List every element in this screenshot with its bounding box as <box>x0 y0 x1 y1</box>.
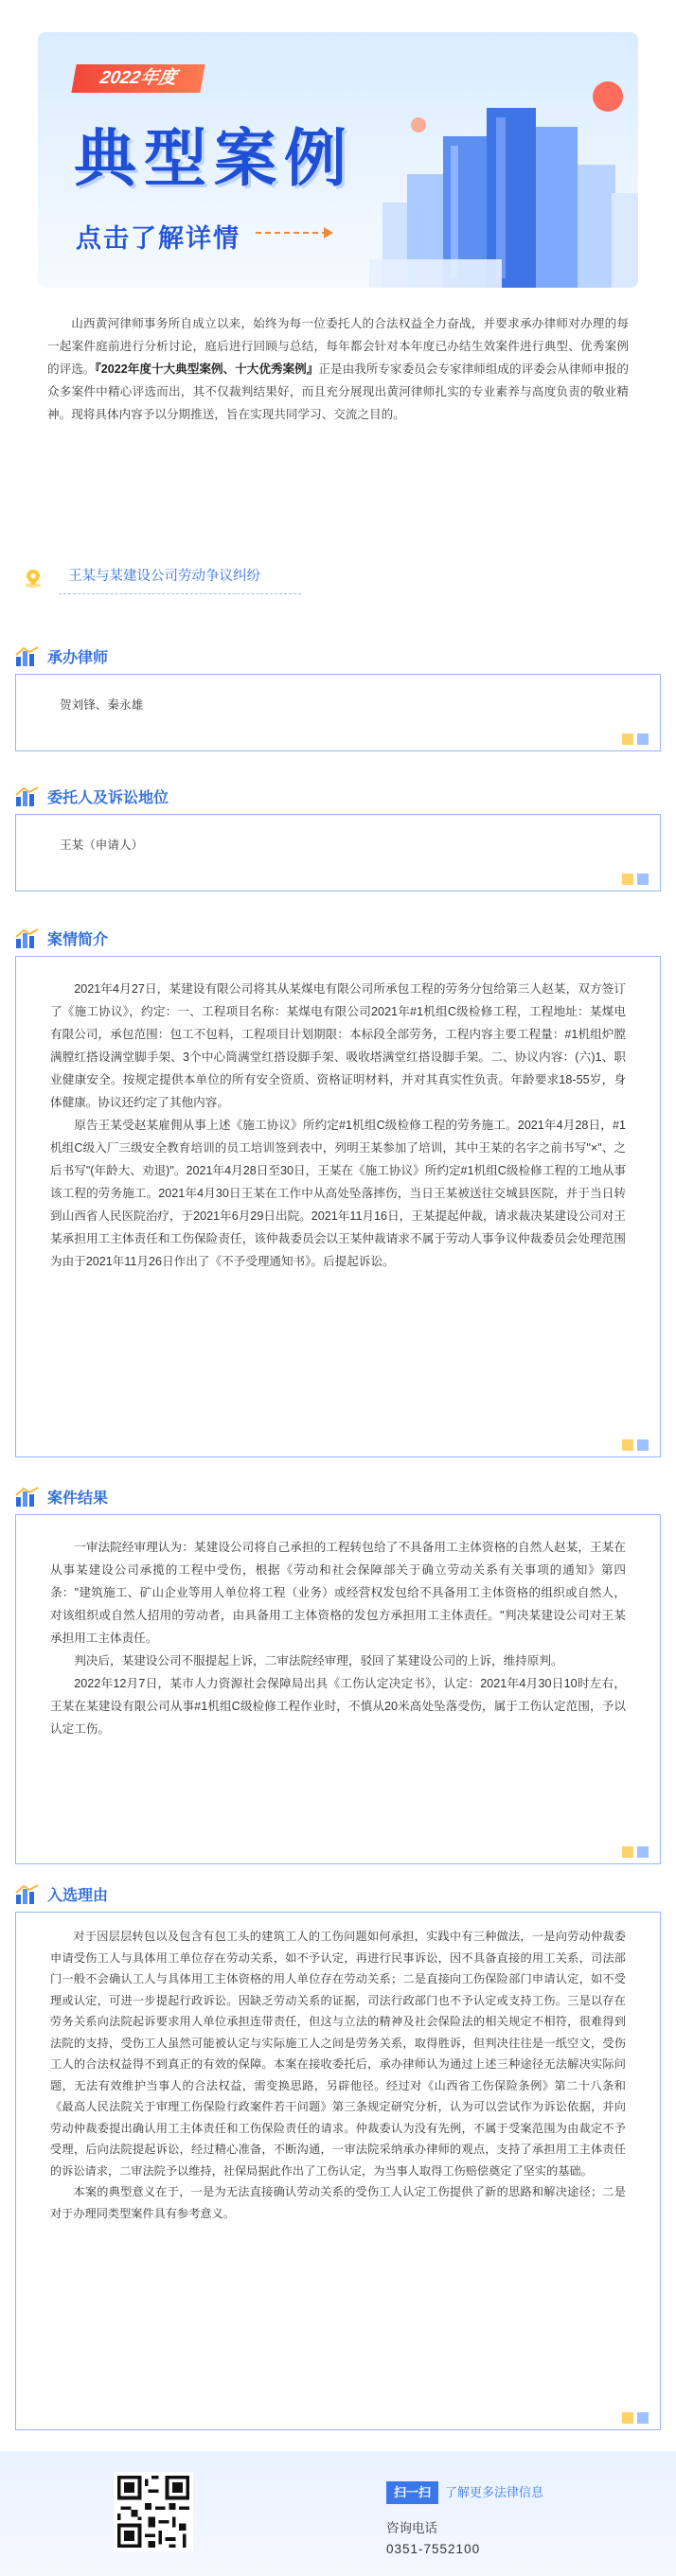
section-header-lawyers <box>15 645 108 667</box>
qr-code[interactable] <box>114 2472 193 2551</box>
corner-square-yellow <box>622 1846 633 1858</box>
map-pin-icon <box>23 568 44 589</box>
section-box-reason <box>15 1912 661 2430</box>
section-box-lawyers <box>15 674 661 751</box>
client-content: 王某（申请人） <box>60 838 144 852</box>
intro-text-part2: 正是由我所专家委员会专家律师组成的评委会从律师申报的众多案件中精心评选而出，其不仅裁判结果好，而且充分展现出黄河律师扎实的专业素养与高度负责的敬业精神。现将具体内容予以分期推送，旨在实现共同学习、交流之目的。 <box>47 362 630 421</box>
section-label-client: 委托人及诉讼地位 <box>47 790 169 806</box>
result-paragraph: 2022年12月7日，某市人力资源社会保障局出具《工伤认定决定书》，认定：2021年4月30日10时左右，王某在某建设有限公司从事#1机组C级检修工程作业时，不慎从20米高处坠落受伤，属于工伤认定范围，予以认定工伤。 <box>50 1677 626 1736</box>
result-paragraph: 一审法院经审理认为：某建设公司将自己承担的工程转包给了不具备用工主体资格的自然人赵某，王某在从事某建设公司承揽的工程中受伤，根据《劳动和社会保障部关于确立劳动关系有关事项的通知》第四条："建筑施工、矿山企业等用人单位将工程（业务）或经营权发包给不具备用工主体资格的组织或自然人，对该组织或自然人招用的劳动者，由具备用工主体资格的发包方承担用工主体责任。"判决某建设公司对王某承担用工主体责任。 <box>50 1541 626 1645</box>
result-paragraph: 判决后，某建设公司不服提起上诉，二审法院经审理，驳回了某建设公司的上诉，维持原判。 <box>74 1654 563 1667</box>
section-label-result: 案件结果 <box>47 1491 109 1507</box>
hero-subtitle: 点击了解详情 <box>76 224 240 253</box>
summary-paragraph: 原告王某受赵某雇佣从事上述《施工协议》所约定#1机组C级检修工程的劳务施工。2021年4月28日，#1机组C级入厂三级安全教育培训的员工培训签到表中，列明王某参加了培训，其中王某的名字之前书写"×"、之后书写"(年龄大、劝退)"。2021年4月28日至30日，王某在《施工协议》所约定#1机组C级检修工程的工地从事该工程的劳务施工。2021年4月30日王某在工作中从高处坠落摔伤，当日王某被送往交城县医院，并于当日转到山西省人民医院治疗，于2021年6月29日出院。2021年11月16日，王某提起仲裁，请求裁决某建设公司对王某承担用工主体责任和工伤保险责任，该仲裁委员会以王某仲裁请求不属于劳动人事争议仲裁委员会处理范围为由于2021年11月26日作出了《不予受理通知书》。后提起诉讼。 <box>50 1119 626 1268</box>
section-box-result <box>15 1514 661 1864</box>
corner-square-yellow <box>622 2412 633 2424</box>
corner-square-blue <box>637 873 649 885</box>
scan-tag: 扫一扫 <box>386 2481 438 2504</box>
section-label-summary: 案情简介 <box>47 932 109 948</box>
intro-text-part1: 山西黄河律师事务所自成立以来，始终为每一位委托人的合法权益全力奋战，并要求承办律师对办理的每一起案件庭前进行分析讨论，庭后进行回顾与总结，每年都会针对本年度已办结生效案件进行典型、优秀案例的评选。 <box>47 317 629 376</box>
section-box-summary <box>15 956 661 1457</box>
corner-square-blue <box>637 1846 649 1858</box>
intro-highlight: 『2022年度十大典型案例、十大优秀案例』 <box>95 362 319 376</box>
corner-square-blue <box>637 733 649 745</box>
qr-code-icon <box>117 2476 189 2548</box>
hero-title: 典型案例 <box>74 122 354 195</box>
section-header-client <box>15 785 169 807</box>
corner-square-yellow <box>622 733 633 745</box>
case-title: 王某与某建设公司劳动争议纠纷 <box>59 558 301 594</box>
corner-square-blue <box>637 2412 649 2424</box>
section-header-reason <box>15 1883 108 1905</box>
bar-chart-icon <box>15 646 40 667</box>
lawyers-content: 贺刘锋、秦永雄 <box>60 698 144 712</box>
intro-paragraph <box>38 312 638 426</box>
bar-chart-icon <box>15 1487 40 1508</box>
section-box-client <box>15 814 661 891</box>
hero-banner[interactable] <box>38 32 638 288</box>
corner-square-yellow <box>622 1439 633 1451</box>
year-tag: 2022年度 <box>71 64 205 93</box>
arrow-right-icon <box>324 227 333 238</box>
city-buildings-illustration <box>364 70 638 288</box>
bar-chart-icon <box>15 1884 40 1905</box>
section-label-lawyers: 承办律师 <box>47 650 109 666</box>
reason-paragraph: 本案的典型意义在于，一是为无法直接确认劳动关系的受伤工人认定工伤提供了新的思路和解决途径；二是对于办理同类型案件具有参考意义。 <box>50 2185 626 2220</box>
footer <box>0 2451 676 2576</box>
dashed-arrow-line <box>256 232 328 234</box>
contact-phone[interactable]: 0351-7552100 <box>386 2542 481 2556</box>
scan-text: 了解更多法律信息 <box>445 2485 544 2499</box>
section-header-result <box>15 1486 108 1508</box>
summary-paragraph: 2021年4月27日，某建设有限公司将其从某煤电有限公司所承包工程的劳务分包给第三人赵某，双方签订了《施工协议》，约定：一、工程项目名称：某煤电有限公司2021年#1机组C级检修工程，工程地址：某煤电有限公司，承包范围：包工不包料，工程项目计划期限：本标段全部劳务，工程内容主要工程量：#1机组炉膛满膛红搭设满堂脚手架、3个中心筒满堂红搭设脚手架、吸收塔满堂红搭设脚手架。二、协议内容：(六)1、职业健康安全。按规定提供本单位的所有安全资质、资格证明材料，并对其真实性负责。年龄要求18-55岁，身体健康。协议还约定了其他内容。 <box>50 982 626 1109</box>
corner-square-blue <box>637 1439 649 1451</box>
section-label-reason: 入选理由 <box>47 1888 109 1904</box>
bar-chart-icon <box>15 786 40 807</box>
section-header-summary <box>15 927 108 949</box>
contact-label: 咨询电话 <box>386 2521 437 2535</box>
corner-square-yellow <box>622 873 633 885</box>
bar-chart-icon <box>15 928 40 949</box>
reason-paragraph: 对于因层层转包以及包含有包工头的建筑工人的工伤问题如何承担，实践中有三种做法，一是向劳动仲裁委申请受伤工人与具体用工单位存在劳动关系，如不予认定，再进行民事诉讼，因不具备直接的用工关系，司法部门一般不会确认工人与具体用工主体资格的用人单位存在劳动关系；二是直接向工伤保险部门申请认定，如不受理或认定，可进一步提起行政诉讼。因缺乏劳动关系的证据，司法行政部门也不予认定或支持工伤。三是以存在劳务关系向法院起诉要求用人单位承担连带责任，但这与立法的精神及社会保险法的相关规定不相符，很难得到法院的支持，受伤工人虽然可能被认定与实际施工人之间是劳务关系，取得胜诉，但判决往往是一纸空文，受伤工人的合法权益得不到真正的有效的保障。本案在接收委托后，承办律师认为通过上述三种途径无法解决实际问题，无法有效维护当事人的合法权益，需变换思路，另辟他径。经过对《山西省工伤保险条例》第二十八条和《最高人民法院关于审理工伤保险行政案件若干问题》第三条规定研究分析，认为可以尝试作为诉讼依据，并向劳动仲裁委提出确认用工主体责任和工伤保险责任的请求。仲裁委认为没有先例，不属于受案范围为由裁定不予受理，后向法院提起诉讼，经过精心准备，不断沟通，一审法院采纳承办律师的观点，支持了承担用工主体责任的诉讼请求，二审法院予以维持，社保局据此作出了工伤认定，为当事人取得工伤赔偿奠定了坚实的基础。 <box>50 1930 626 2178</box>
